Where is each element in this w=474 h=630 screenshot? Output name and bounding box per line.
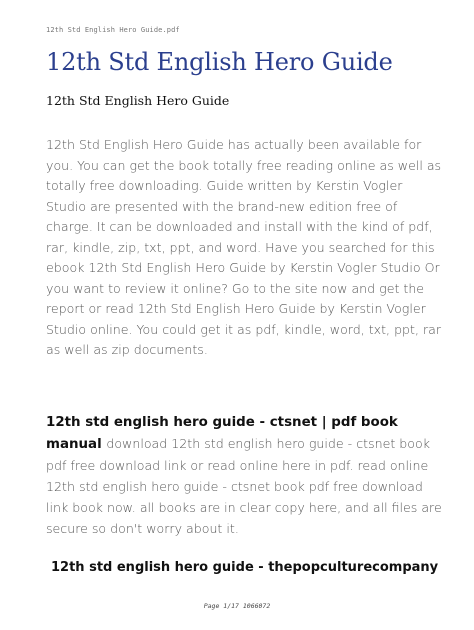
page-footer: Page 1/17 1066072 (203, 602, 271, 610)
section-heading-thepopculturecompany: 12th std english hero guide - thepopculturecompany (51, 560, 439, 575)
document-subtitle: 12th Std English Hero Guide (46, 93, 230, 108)
running-header: 12th Std English Hero Guide.pdf (46, 26, 180, 34)
document-title: 12th Std English Hero Guide (46, 48, 393, 76)
section-heading: 12th std english hero guide - ctsnet | pdf book manual (46, 415, 398, 452)
intro-paragraph: 12th Std English Hero Guide has actually been available for you. You can get the book totally free reading online as well as totally free downloading. Guide written by Kerstin Vogler Studio are presented with the brand-new edition free of charge. It can be downloaded and install with the kind of pdf, rar, kindle, zip, txt, ppt, and word. Have you searched for this ebook 12th Std English Hero Guide by Kerstin Vogler Studio Or you want to review it online? Go to the site now and get the report or read 12th Std English Hero Guide by Kerstin Vogler Studio online. You could get it as pdf, kindle, word, txt, ppt, rar as well as zip documents. (46, 137, 442, 357)
section-ctsnet (46, 411, 446, 539)
section-body: download 12th std english hero guide - ctsnet book pdf free download link or read online here in pdf. read online 12th std english hero guide - ctsnet book pdf free download link book now. all books are in clear copy here, and all files are secure so don't worry about it. (46, 436, 442, 536)
